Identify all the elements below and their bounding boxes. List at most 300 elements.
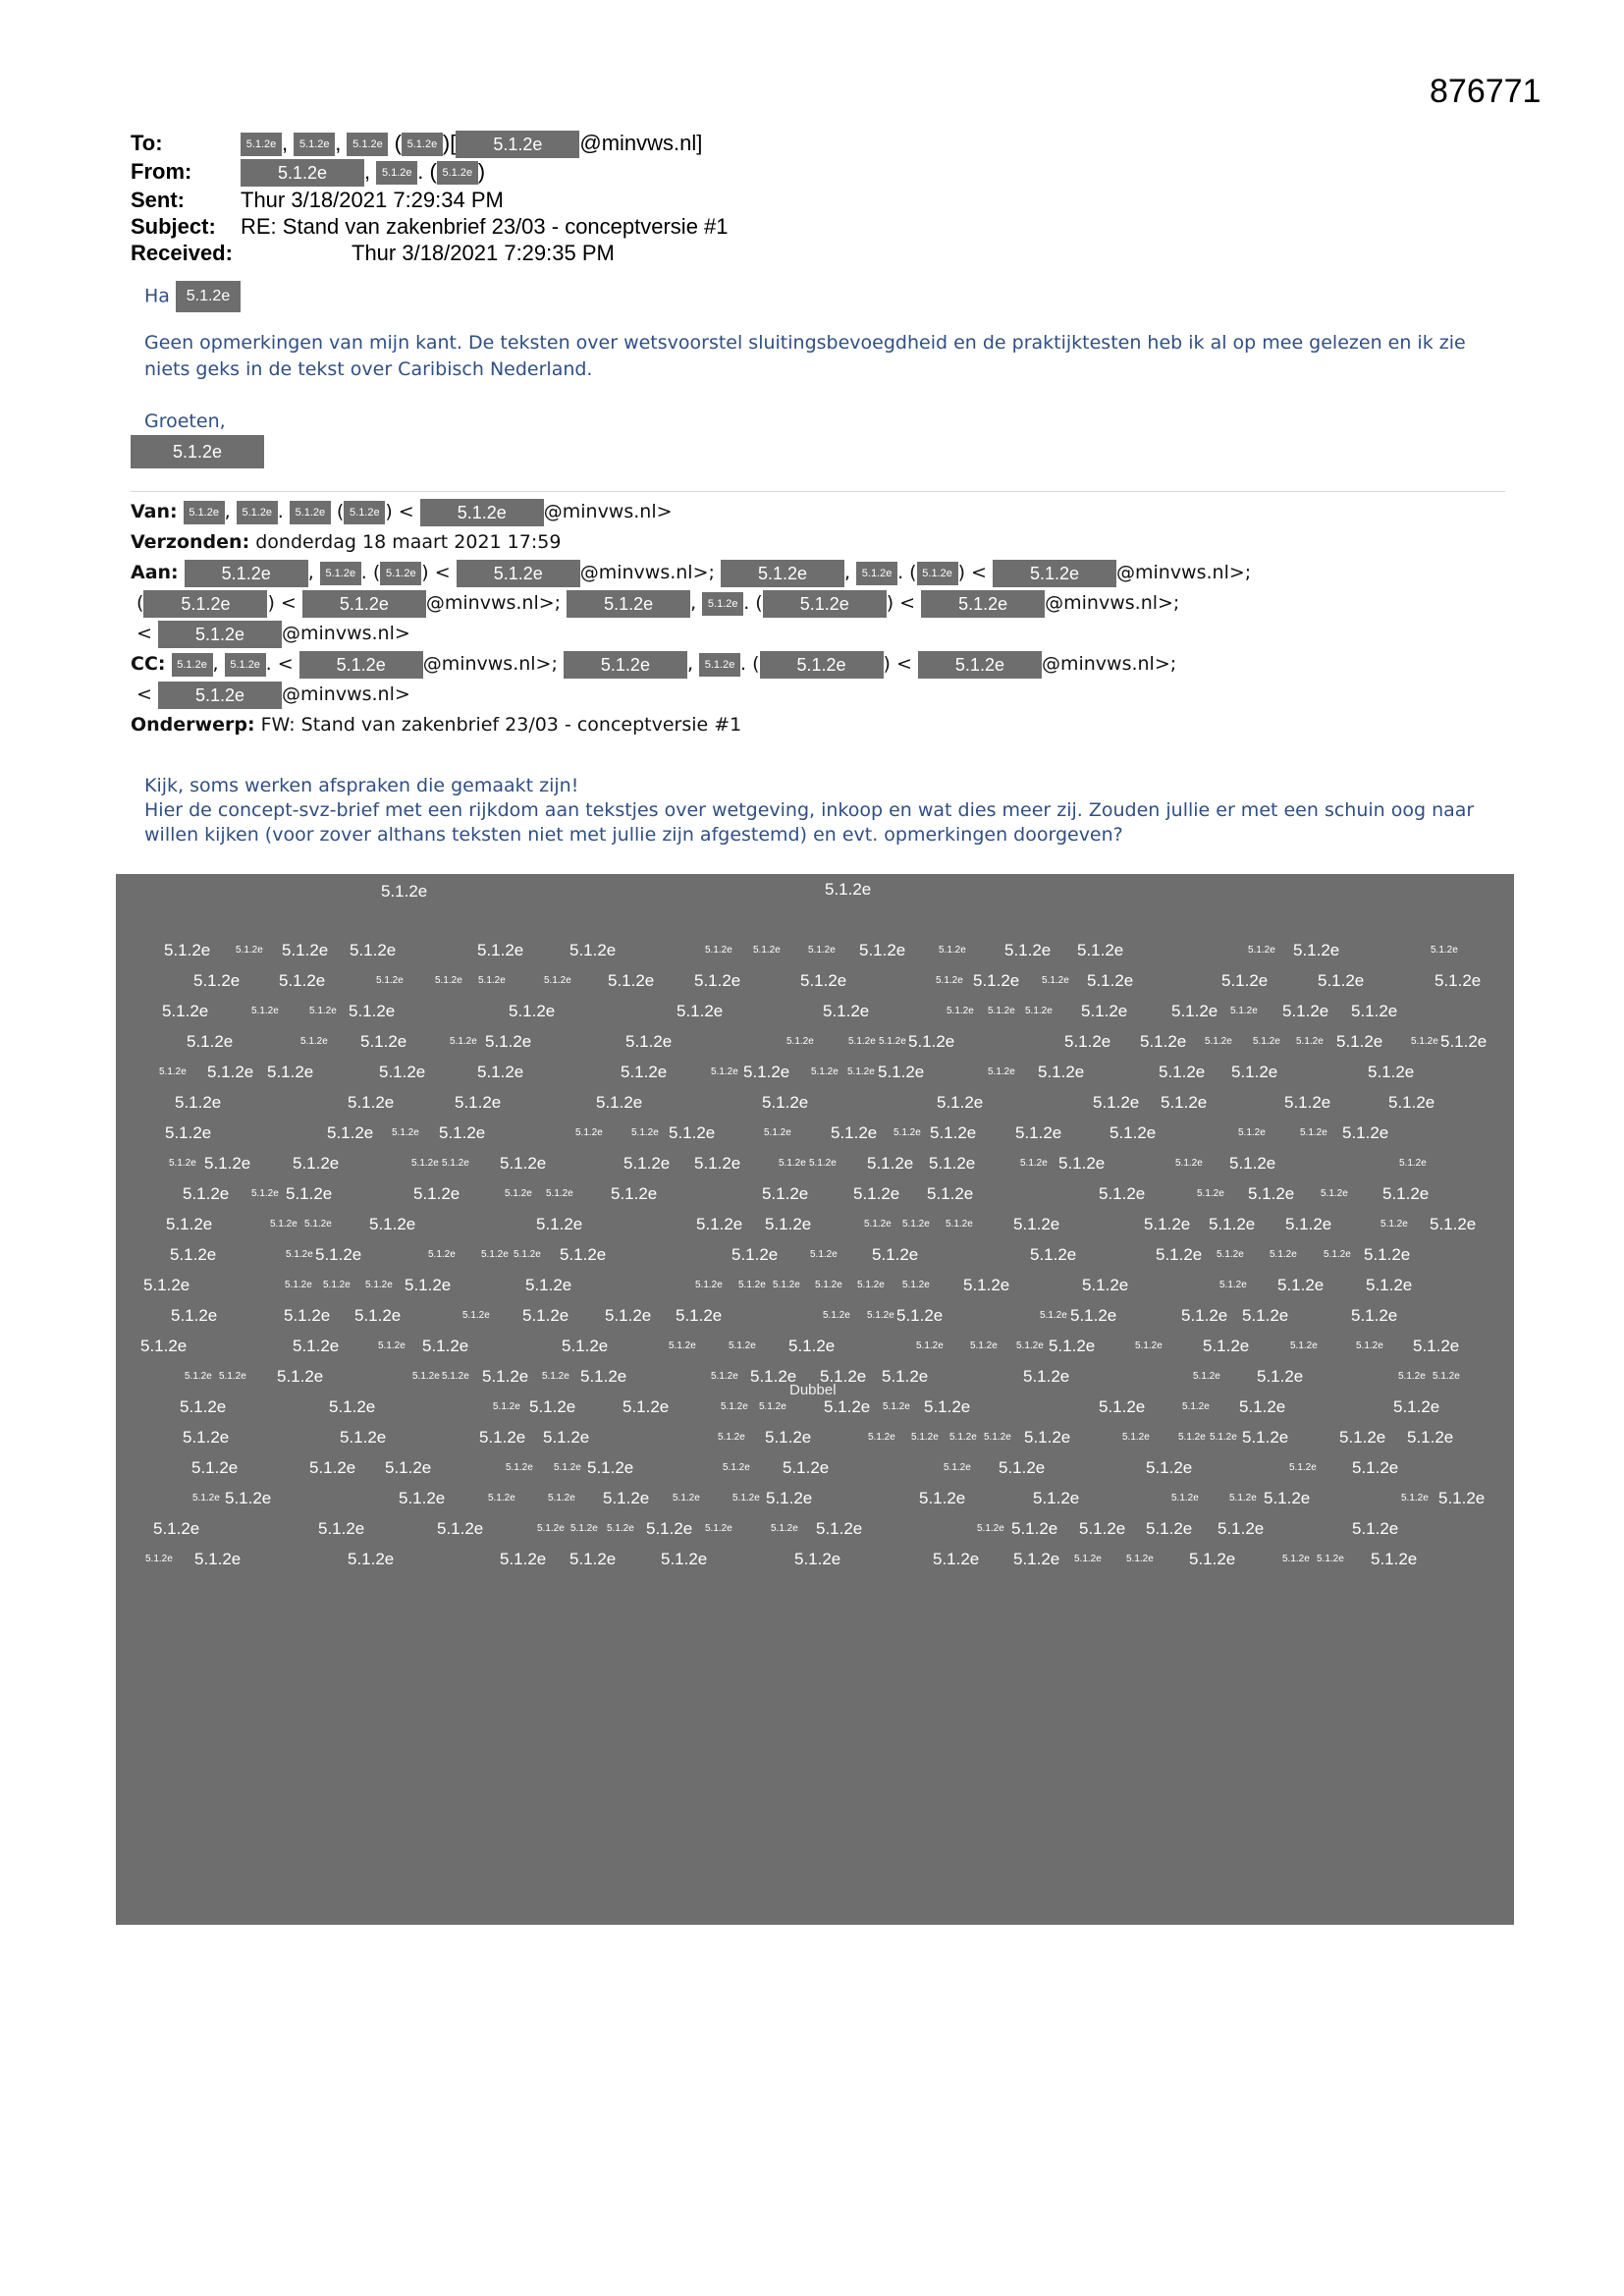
redaction-label: 5.1.2e bbox=[1064, 1032, 1111, 1051]
van-row: Van: 5.1.2e , 5.1.2e . 5.1.2e ( 5.1.2e ) < 5.1.2e @minvws.nl> bbox=[131, 497, 1515, 527]
redaction-label: 5.1.2e bbox=[369, 1215, 416, 1233]
forwarded-body bbox=[144, 774, 1499, 847]
redaction-label: 5.1.2e bbox=[399, 1489, 446, 1507]
redaction-label: 5.1.2e bbox=[893, 1127, 921, 1138]
redaction-label: 5.1.2e bbox=[711, 1066, 738, 1077]
redaction-label: 5.1.2e bbox=[1146, 1458, 1193, 1477]
redaction-label: 5.1.2e bbox=[1015, 1123, 1062, 1142]
redaction-label: 5.1.2e bbox=[1013, 1215, 1060, 1233]
redaction-label: 5.1.2e bbox=[999, 1458, 1046, 1477]
redaction: 5.1.2e bbox=[402, 133, 443, 156]
redaction-label: 5.1.2e bbox=[911, 1432, 939, 1443]
redaction-label: 5.1.2e bbox=[479, 1428, 526, 1447]
redaction-label: 5.1.2e bbox=[607, 1523, 634, 1534]
redaction-label: 5.1.2e bbox=[350, 941, 397, 959]
redaction-label: 5.1.2e bbox=[848, 1036, 876, 1047]
redaction-label: 5.1.2e bbox=[883, 1401, 910, 1412]
redaction-label: 5.1.2e bbox=[1324, 1249, 1351, 1260]
redaction-label: 5.1.2e bbox=[284, 1306, 331, 1325]
redaction-label: 5.1.2e bbox=[1239, 1397, 1286, 1416]
redaction-label: 5.1.2e bbox=[1110, 1123, 1157, 1142]
redaction-label: 5.1.2e bbox=[1159, 1063, 1206, 1081]
redaction-label: 5.1.2e bbox=[1435, 971, 1482, 990]
redaction-label: 5.1.2e bbox=[988, 1006, 1015, 1016]
from-row: From: 5.1.2e , 5.1.2e . ( 5.1.2e ) bbox=[131, 158, 729, 187]
redaction: 5.1.2e bbox=[320, 562, 361, 585]
redaction-label: 5.1.2e bbox=[794, 1550, 841, 1568]
redaction: 5.1.2e bbox=[420, 499, 544, 526]
redaction: 5.1.2e bbox=[856, 562, 897, 585]
redaction-label: 5.1.2e bbox=[1336, 1032, 1383, 1051]
redaction-label: 5.1.2e bbox=[1388, 1093, 1435, 1112]
redaction-label: 5.1.2e bbox=[1049, 1337, 1096, 1355]
redaction-label: 5.1.2e bbox=[1321, 1188, 1348, 1199]
redaction-label: 5.1.2e bbox=[944, 1462, 971, 1473]
redaction-label: 5.1.2e bbox=[963, 1276, 1010, 1294]
cc-row-1: CC: 5.1.2e , 5.1.2e . < 5.1.2e @minvws.nl>; 5.1.2e , 5.1.2e . ( 5.1.2e ) < 5.1.2e @minvws.nl>; bbox=[131, 649, 1515, 680]
redaction-label: 5.1.2e bbox=[575, 1127, 603, 1138]
redaction-label: 5.1.2e bbox=[318, 1519, 365, 1538]
redaction-label: 5.1.2e bbox=[825, 880, 872, 899]
redaction: 5.1.2e bbox=[241, 159, 364, 187]
redaction-label: 5.1.2e bbox=[171, 1306, 218, 1325]
redaction-label: 5.1.2e bbox=[732, 1493, 760, 1503]
redaction-label: 5.1.2e bbox=[1023, 1367, 1070, 1386]
redaction-label: 5.1.2e bbox=[631, 1127, 659, 1138]
redaction-label: 5.1.2e bbox=[823, 1002, 870, 1020]
redaction-label: 5.1.2e bbox=[1440, 1032, 1488, 1051]
redaction-label: 5.1.2e bbox=[439, 1123, 486, 1142]
redaction-label: 5.1.2e bbox=[771, 1523, 798, 1534]
redaction-label: 5.1.2e bbox=[315, 1245, 362, 1264]
redaction-label: 5.1.2e bbox=[729, 1340, 756, 1351]
forwarded-body-line-2: Hier de concept-svz-brief met een rijkdom aan tekstjes over wetgeving, inkoop en wat dies meer zij. Zouden jullie er met een schuin oog naar willen kijken (voor zover althans teksten niet met jullie zijn afgestemd) en evt. opmerkingen doorgeven? bbox=[144, 799, 1475, 846]
redaction-label: 5.1.2e bbox=[327, 1123, 374, 1142]
aan-row-1: Aan: 5.1.2e , 5.1.2e . ( 5.1.2e ) < 5.1.2e @minvws.nl>; 5.1.2e , 5.1.2e . ( 5.1.2e ) < 5.1.2e @minvws.nl>; bbox=[131, 558, 1515, 588]
redaction-label: 5.1.2e bbox=[949, 1432, 977, 1443]
redaction: 5.1.2e bbox=[241, 133, 282, 156]
redaction-label: 5.1.2e bbox=[908, 1032, 955, 1051]
greeting: Ha bbox=[144, 285, 170, 307]
redaction-label: 5.1.2e bbox=[677, 1002, 724, 1020]
redaction-label: 5.1.2e bbox=[1317, 1554, 1344, 1564]
redaction-label: 5.1.2e bbox=[916, 1340, 944, 1351]
redaction-label: 5.1.2e bbox=[1229, 1493, 1257, 1503]
email-suffix: @minvws.nl>; bbox=[1041, 653, 1177, 675]
redaction-label: 5.1.2e bbox=[1087, 971, 1134, 990]
redaction-label: 5.1.2e bbox=[1229, 1154, 1276, 1173]
redaction-label: 5.1.2e bbox=[676, 1306, 723, 1325]
redaction-label: 5.1.2e bbox=[309, 1458, 356, 1477]
redaction-label: 5.1.2e bbox=[562, 1337, 609, 1355]
redaction-label: 5.1.2e bbox=[1197, 1188, 1224, 1199]
redaction-label: 5.1.2e bbox=[694, 971, 741, 990]
redaction-label: 5.1.2e bbox=[293, 1154, 340, 1173]
redaction-label: 5.1.2e bbox=[286, 1249, 313, 1260]
email-page bbox=[116, 116, 1514, 1925]
redaction-label: 5.1.2e bbox=[603, 1489, 650, 1507]
redaction-label: 5.1.2e bbox=[1401, 1493, 1429, 1503]
redaction-label: 5.1.2e bbox=[1407, 1428, 1454, 1447]
redaction-label: 5.1.2e bbox=[543, 1428, 590, 1447]
redaction-label: 5.1.2e bbox=[759, 1401, 786, 1412]
redaction-label: 5.1.2e bbox=[929, 1154, 976, 1173]
redaction-label: 5.1.2e bbox=[696, 1215, 743, 1233]
redaction-label: 5.1.2e bbox=[764, 1127, 791, 1138]
redaction-label: 5.1.2e bbox=[694, 1154, 741, 1173]
redaction-label: 5.1.2e bbox=[711, 1371, 738, 1382]
onderwerp-label: Onderwerp: bbox=[131, 714, 255, 736]
redaction-label: 5.1.2e bbox=[277, 1367, 324, 1386]
redaction-label: 5.1.2e bbox=[1189, 1550, 1236, 1568]
redaction-label: 5.1.2e bbox=[867, 1154, 914, 1173]
redaction: 5.1.2e bbox=[302, 590, 426, 618]
redaction-label: 5.1.2e bbox=[360, 1032, 407, 1051]
redaction: 5.1.2e bbox=[763, 590, 887, 618]
redaction-label: 5.1.2e bbox=[1081, 1002, 1128, 1020]
redaction-label: 5.1.2e bbox=[623, 1397, 670, 1416]
redaction: 5.1.2e bbox=[917, 562, 958, 585]
redaction-label: 5.1.2e bbox=[488, 1493, 515, 1503]
redaction-label: 5.1.2e bbox=[509, 1002, 556, 1020]
redaction-label: 5.1.2e bbox=[493, 1401, 520, 1412]
redaction-label: 5.1.2e bbox=[824, 1397, 871, 1416]
onderwerp-value: FW: Stand van zakenbrief 23/03 - conceptversie #1 bbox=[260, 714, 742, 736]
redaction-label: 5.1.2e bbox=[1231, 1063, 1278, 1081]
redaction-label: 5.1.2e bbox=[422, 1337, 469, 1355]
redaction-label: 5.1.2e bbox=[569, 1550, 617, 1568]
closing: Groeten, bbox=[144, 410, 226, 432]
redaction-label: 5.1.2e bbox=[1077, 941, 1124, 959]
redaction-label: 5.1.2e bbox=[437, 1519, 484, 1538]
redaction-label: 5.1.2e bbox=[279, 971, 326, 990]
redaction-label: 5.1.2e bbox=[811, 1066, 839, 1077]
redaction-label: 5.1.2e bbox=[762, 1184, 809, 1203]
redaction-label: 5.1.2e bbox=[300, 1036, 328, 1047]
redaction-label: 5.1.2e bbox=[175, 1093, 222, 1112]
redaction: 5.1.2e bbox=[376, 161, 417, 185]
redaction-label: 5.1.2e bbox=[1011, 1519, 1058, 1538]
redaction-label: 5.1.2e bbox=[1382, 1184, 1430, 1203]
redaction-label: 5.1.2e bbox=[1238, 1127, 1266, 1138]
redaction-label: 5.1.2e bbox=[669, 1123, 716, 1142]
verzonden-row bbox=[131, 527, 1515, 558]
redaction-label: 5.1.2e bbox=[1300, 1127, 1327, 1138]
redaction-label: 5.1.2e bbox=[194, 1550, 242, 1568]
from-label: From: bbox=[131, 159, 192, 185]
redaction-label: 5.1.2e bbox=[477, 941, 524, 959]
redaction-label: 5.1.2e bbox=[525, 1276, 572, 1294]
redaction-label: 5.1.2e bbox=[1040, 1310, 1067, 1321]
redaction-label: 5.1.2e bbox=[1140, 1032, 1187, 1051]
redaction-label: 5.1.2e bbox=[193, 971, 241, 990]
redaction-label: 5.1.2e bbox=[1368, 1063, 1415, 1081]
redaction-label: 5.1.2e bbox=[1070, 1306, 1117, 1325]
redaction-label: 5.1.2e bbox=[831, 1123, 878, 1142]
redaction-label: 5.1.2e bbox=[810, 1249, 838, 1260]
received-value: Thur 3/18/2021 7:29:35 PM bbox=[352, 241, 615, 266]
redaction: 5.1.2e bbox=[143, 590, 267, 618]
redaction-label: 5.1.2e bbox=[621, 1063, 668, 1081]
redaction-label: 5.1.2e bbox=[872, 1245, 919, 1264]
redaction: 5.1.2e bbox=[993, 560, 1116, 587]
redaction: 5.1.2e bbox=[225, 653, 266, 677]
redaction-label: 5.1.2e bbox=[973, 971, 1020, 990]
redaction-label: 5.1.2e bbox=[1284, 1093, 1331, 1112]
redaction-label: 5.1.2e bbox=[823, 1310, 850, 1321]
redaction-label: 5.1.2e bbox=[348, 1550, 395, 1568]
redaction-label: 5.1.2e bbox=[1296, 1036, 1324, 1047]
verzonden-value: donderdag 18 maart 2021 17:59 bbox=[255, 531, 562, 553]
cc-label: CC: bbox=[131, 653, 166, 675]
redaction-label: 5.1.2e bbox=[500, 1154, 547, 1173]
redaction: 5.1.2e bbox=[760, 651, 884, 679]
redaction-label: 5.1.2e bbox=[605, 1306, 652, 1325]
redaction-label: 5.1.2e bbox=[293, 1337, 340, 1355]
redaction-label: 5.1.2e bbox=[743, 1063, 790, 1081]
redaction-label: 5.1.2e bbox=[1242, 1428, 1289, 1447]
redaction-label: 5.1.2e bbox=[1058, 1154, 1106, 1173]
redaction-label: 5.1.2e bbox=[505, 1188, 532, 1199]
redaction-label: 5.1.2e bbox=[236, 945, 263, 956]
redaction-label: 5.1.2e bbox=[1013, 1550, 1060, 1568]
redaction-label: 5.1.2e bbox=[365, 1280, 393, 1290]
redaction-label: 5.1.2e bbox=[608, 971, 655, 990]
redaction-label: 5.1.2e bbox=[187, 1032, 234, 1051]
redaction-label: 5.1.2e bbox=[788, 1337, 836, 1355]
redaction-label: 5.1.2e bbox=[442, 1371, 469, 1382]
redacted-attachment-block bbox=[116, 874, 1514, 1925]
redaction-label: 5.1.2e bbox=[267, 1063, 314, 1081]
redaction-label: 5.1.2e bbox=[786, 1036, 814, 1047]
redaction-label: 5.1.2e bbox=[753, 945, 781, 956]
redaction-label: 5.1.2e bbox=[1398, 1371, 1426, 1382]
redaction-label: 5.1.2e bbox=[984, 1432, 1011, 1443]
redaction-label: 5.1.2e bbox=[514, 1249, 541, 1260]
redaction-label: 5.1.2e bbox=[304, 1219, 332, 1230]
redaction-label: 5.1.2e bbox=[270, 1219, 298, 1230]
redaction-label: 5.1.2e bbox=[808, 945, 836, 956]
redaction-label: 5.1.2e bbox=[1433, 1371, 1460, 1382]
email-suffix: @minvws.nl> bbox=[543, 501, 673, 522]
redaction-label: 5.1.2e bbox=[723, 1462, 750, 1473]
redaction-label: 5.1.2e bbox=[646, 1519, 693, 1538]
redaction: 5.1.2e bbox=[564, 651, 687, 679]
redaction-label: 5.1.2e bbox=[1181, 1306, 1228, 1325]
redaction-label: 5.1.2e bbox=[1082, 1276, 1129, 1294]
redaction-label: 5.1.2e bbox=[522, 1306, 569, 1325]
redaction-label: 5.1.2e bbox=[919, 1489, 966, 1507]
document-number: 876771 bbox=[1430, 73, 1542, 110]
redaction-label: 5.1.2e bbox=[485, 1032, 532, 1051]
redaction-label: 5.1.2e bbox=[348, 1093, 395, 1112]
redaction-label: 5.1.2e bbox=[816, 1519, 863, 1538]
email-suffix: @minvws.nl> bbox=[282, 623, 410, 644]
redaction-label: 5.1.2e bbox=[1270, 1249, 1297, 1260]
redaction-label: 5.1.2e bbox=[285, 1280, 312, 1290]
redaction-label: 5.1.2e bbox=[1242, 1306, 1289, 1325]
redaction-label: 5.1.2e bbox=[191, 1458, 239, 1477]
redaction-label: 5.1.2e bbox=[192, 1493, 220, 1503]
email-suffix: @minvws.nl>; bbox=[579, 562, 715, 583]
redaction-label: 5.1.2e bbox=[428, 1249, 456, 1260]
redaction-label: 5.1.2e bbox=[1205, 1036, 1232, 1047]
redaction-label: 5.1.2e bbox=[867, 1310, 894, 1321]
redaction-label: 5.1.2e bbox=[673, 1493, 700, 1503]
redaction-label: 5.1.2e bbox=[1352, 1458, 1399, 1477]
redaction-label: 5.1.2e bbox=[251, 1188, 279, 1199]
redaction-label: 5.1.2e bbox=[1156, 1245, 1203, 1264]
redaction-label: 5.1.2e bbox=[947, 1006, 974, 1016]
redaction-label: 5.1.2e bbox=[970, 1340, 998, 1351]
redaction-label: 5.1.2e bbox=[381, 882, 428, 901]
aan-label: Aan: bbox=[131, 562, 179, 583]
sent-value: Thur 3/18/2021 7:29:34 PM bbox=[241, 188, 504, 213]
redaction-label: 5.1.2e bbox=[329, 1397, 376, 1416]
redaction-label: 5.1.2e bbox=[323, 1280, 351, 1290]
redaction-label: 5.1.2e bbox=[1431, 945, 1458, 956]
signature-redaction: 5.1.2e bbox=[131, 435, 264, 468]
redaction-label: 5.1.2e bbox=[718, 1432, 745, 1443]
redaction-label: 5.1.2e bbox=[1099, 1397, 1146, 1416]
redaction-label: 5.1.2e bbox=[1209, 1215, 1256, 1233]
redaction-label: 5.1.2e bbox=[185, 1371, 212, 1382]
sent-row bbox=[131, 187, 729, 213]
redaction-label: 5.1.2e bbox=[529, 1397, 576, 1416]
redaction-label: 5.1.2e bbox=[1171, 1493, 1199, 1503]
redaction-label: 5.1.2e bbox=[1366, 1276, 1413, 1294]
redaction-label: 5.1.2e bbox=[815, 1280, 842, 1290]
redaction-label: 5.1.2e bbox=[282, 941, 329, 959]
aan-row-3: < 5.1.2e @minvws.nl> bbox=[131, 619, 1515, 649]
email-header bbox=[131, 130, 729, 266]
redaction: 5.1.2e bbox=[456, 131, 579, 158]
redaction-label: 5.1.2e bbox=[1411, 1036, 1438, 1047]
email-suffix: @minvws.nl>; bbox=[422, 653, 558, 675]
redaction-label: 5.1.2e bbox=[536, 1215, 583, 1233]
redaction-label: 5.1.2e bbox=[1161, 1093, 1208, 1112]
redaction-label: 5.1.2e bbox=[625, 1032, 673, 1051]
redaction: 5.1.2e bbox=[918, 651, 1042, 679]
redaction-label: 5.1.2e bbox=[857, 1280, 885, 1290]
redaction-label: 5.1.2e bbox=[1293, 941, 1340, 959]
redaction-label: 5.1.2e bbox=[455, 1093, 502, 1112]
redaction-label: 5.1.2e bbox=[1364, 1245, 1411, 1264]
redaction-label: 5.1.2e bbox=[1074, 1554, 1102, 1564]
redaction-label: 5.1.2e bbox=[988, 1066, 1015, 1077]
redaction: 5.1.2e bbox=[702, 592, 743, 616]
redaction-label: 5.1.2e bbox=[1016, 1340, 1044, 1351]
redaction-label: 5.1.2e bbox=[765, 1215, 812, 1233]
received-row bbox=[131, 240, 729, 266]
redaction-label: 5.1.2e bbox=[1099, 1184, 1146, 1203]
redaction-label: 5.1.2e bbox=[286, 1184, 333, 1203]
redaction-label: 5.1.2e bbox=[435, 975, 462, 986]
redaction-label: 5.1.2e bbox=[379, 1063, 426, 1081]
redaction: 5.1.2e bbox=[721, 560, 844, 587]
redaction: 5.1.2e bbox=[380, 562, 421, 585]
redaction-label: 5.1.2e bbox=[180, 1397, 227, 1416]
redaction-label: 5.1.2e bbox=[1175, 1158, 1203, 1169]
redaction-label: 5.1.2e bbox=[1135, 1340, 1163, 1351]
redaction-label: 5.1.2e bbox=[542, 1371, 569, 1382]
redaction-label: 5.1.2e bbox=[477, 1063, 524, 1081]
redaction-label: 5.1.2e bbox=[623, 1154, 671, 1173]
redaction-label: 5.1.2e bbox=[580, 1367, 627, 1386]
subject-value: RE: Stand van zakenbrief 23/03 - conceptversie #1 bbox=[241, 214, 729, 240]
redaction: 5.1.2e bbox=[185, 560, 308, 587]
redaction-label: 5.1.2e bbox=[1371, 1550, 1418, 1568]
redaction-label: 5.1.2e bbox=[145, 1554, 173, 1564]
redaction-label: 5.1.2e bbox=[548, 1493, 575, 1503]
redaction-label: 5.1.2e bbox=[1393, 1397, 1440, 1416]
to-email-suffix: @minvws.nl] bbox=[579, 131, 703, 155]
redaction-label: 5.1.2e bbox=[1079, 1519, 1126, 1538]
redaction-label: 5.1.2e bbox=[1122, 1432, 1150, 1443]
redaction-label: 5.1.2e bbox=[878, 1063, 925, 1081]
redaction-label: 5.1.2e bbox=[1253, 1036, 1280, 1047]
redaction-label: 5.1.2e bbox=[560, 1245, 607, 1264]
redaction-label: 5.1.2e bbox=[1093, 1093, 1140, 1112]
redaction: 5.1.2e bbox=[921, 590, 1045, 618]
redaction-label: 5.1.2e bbox=[392, 1127, 419, 1138]
email-suffix: @minvws.nl>; bbox=[425, 592, 562, 614]
redaction-label: 5.1.2e bbox=[385, 1458, 432, 1477]
redaction-label: 5.1.2e bbox=[1218, 1519, 1265, 1538]
redaction-label: 5.1.2e bbox=[1282, 1002, 1329, 1020]
redaction-label: 5.1.2e bbox=[1024, 1428, 1071, 1447]
redaction-label: 5.1.2e bbox=[853, 1184, 900, 1203]
redaction: 5.1.2e bbox=[437, 161, 478, 185]
redaction-label: 5.1.2e bbox=[506, 1462, 533, 1473]
redaction-label: 5.1.2e bbox=[349, 1002, 396, 1020]
redaction-label: 5.1.2e bbox=[611, 1184, 658, 1203]
redaction-label: 5.1.2e bbox=[882, 1367, 929, 1386]
aan-row-2: ( 5.1.2e ) < 5.1.2e @minvws.nl>; 5.1.2e , 5.1.2e . ( 5.1.2e ) < 5.1.2e @minvws.nl>; bbox=[131, 588, 1515, 619]
onderwerp-row bbox=[131, 710, 1515, 740]
van-label: Van: bbox=[131, 501, 178, 522]
redaction-label: 5.1.2e bbox=[413, 1184, 460, 1203]
redaction-label: 5.1.2e bbox=[705, 1523, 732, 1534]
redaction-label: 5.1.2e bbox=[225, 1489, 272, 1507]
redaction-label: 5.1.2e bbox=[1230, 1006, 1258, 1016]
redaction-label: 5.1.2e bbox=[924, 1397, 971, 1416]
redaction-label: 5.1.2e bbox=[1182, 1401, 1210, 1412]
redaction-label: 5.1.2e bbox=[705, 945, 732, 956]
redaction-label: 5.1.2e bbox=[1257, 1367, 1304, 1386]
redaction-label: 5.1.2e bbox=[864, 1219, 892, 1230]
reply-body bbox=[144, 281, 1480, 468]
redaction-label: 5.1.2e bbox=[405, 1276, 452, 1294]
redaction-label: 5.1.2e bbox=[936, 975, 963, 986]
redaction-label: 5.1.2e bbox=[1217, 1249, 1244, 1260]
redaction-label: 5.1.2e bbox=[1380, 1219, 1408, 1230]
redaction-label: 5.1.2e bbox=[164, 941, 211, 959]
redaction: 5.1.2e bbox=[294, 133, 335, 156]
redaction-label: 5.1.2e bbox=[902, 1219, 930, 1230]
sent-label: Sent: bbox=[131, 188, 185, 213]
redaction-label: 5.1.2e bbox=[946, 1219, 973, 1230]
redaction-label: 5.1.2e bbox=[1352, 1519, 1399, 1538]
redaction-label: 5.1.2e bbox=[1126, 1554, 1154, 1564]
redaction-label: 5.1.2e bbox=[481, 1249, 509, 1260]
redaction-label: 5.1.2e bbox=[165, 1123, 212, 1142]
redaction-label: 5.1.2e bbox=[219, 1371, 246, 1382]
redaction-label: 5.1.2e bbox=[207, 1063, 254, 1081]
received-label: Received: bbox=[131, 241, 233, 266]
redaction-label: 5.1.2e bbox=[1042, 975, 1069, 986]
redaction-label: 5.1.2e bbox=[1277, 1276, 1325, 1294]
